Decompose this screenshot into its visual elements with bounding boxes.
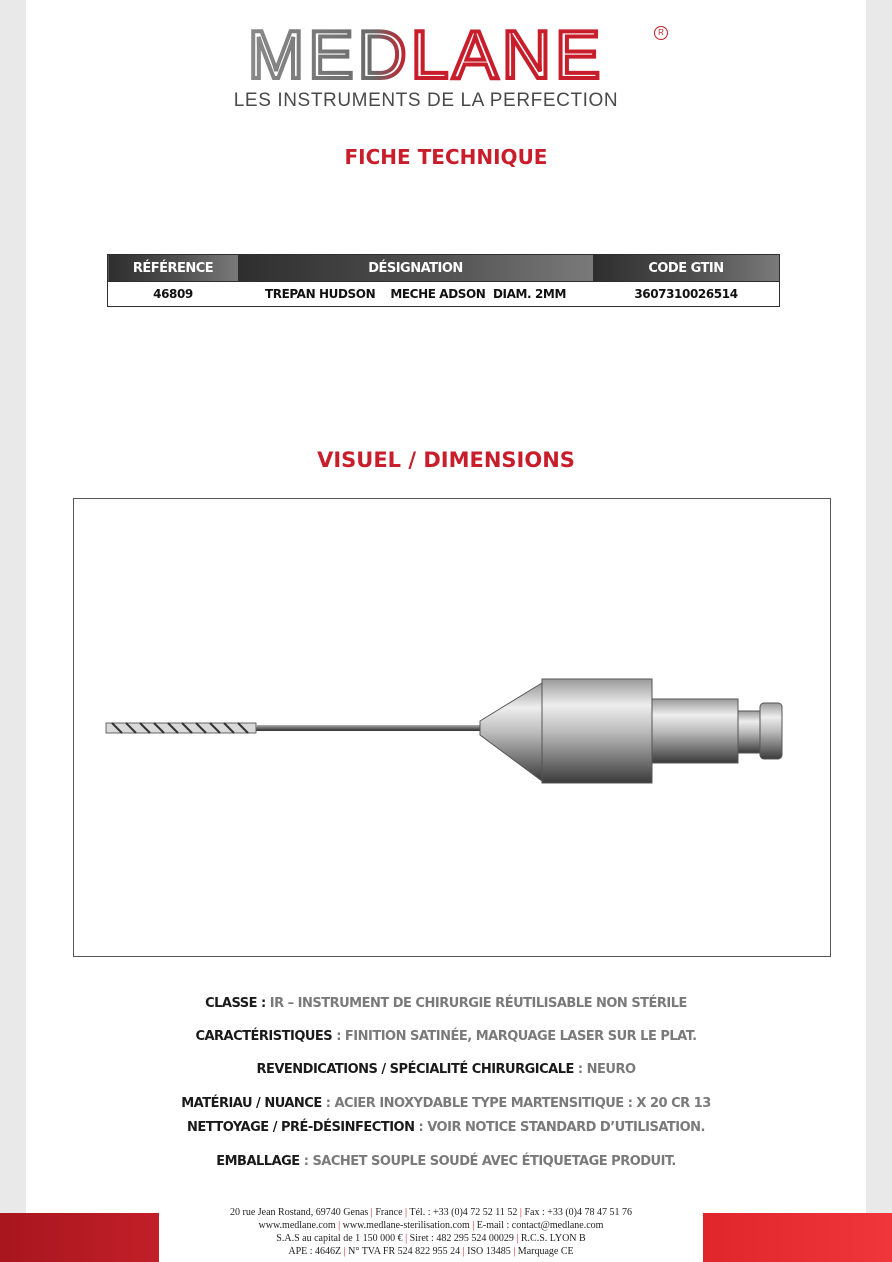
header-designation: DÉSIGNATION bbox=[238, 255, 593, 282]
footer-bar-left bbox=[0, 1213, 159, 1262]
footer-line-address: 20 rue Jean Rostand, 69740 Genas | France | Tél. : +33 (0)4 72 52 11 52 | Fax : +33 (0)4 78 47 51 76 bbox=[229, 1207, 633, 1218]
visuel-dimensions-title: VISUEL / DIMENSIONS bbox=[317, 448, 575, 472]
header-reference: RÉFÉRENCE bbox=[108, 255, 239, 282]
drill-shaft bbox=[256, 725, 482, 731]
footer-line-web: www.medlane.com | www.medlane-sterilisation.com | E-mail : contact@medlane.com bbox=[258, 1220, 604, 1231]
spec-materiau: MATÉRIAU / NUANCE : ACIER INOXYDABLE TYPE MARTENSITIQUE : X 20 CR 13 bbox=[181, 1096, 711, 1111]
drill-body bbox=[542, 679, 652, 783]
medlane-logo bbox=[196, 18, 676, 118]
svg-text:MEDLANE: MEDLANE bbox=[247, 18, 605, 88]
footer-contact bbox=[160, 1206, 702, 1258]
reference-table bbox=[107, 254, 780, 307]
brand-tagline: LES INSTRUMENTS DE LA PERFECTION bbox=[233, 90, 619, 111]
spec-nettoyage: NETTOYAGE / PRÉ-DÉSINFECTION : VOIR NOTICE STANDARD D’UTILISATION. bbox=[187, 1120, 705, 1135]
trepan-drill-image bbox=[74, 499, 830, 956]
cell-gtin: 3607310026514 bbox=[593, 282, 780, 307]
spec-classe: CLASSE : IR – INSTRUMENT DE CHIRURGIE RÉUTILISABLE NON STÉRILE bbox=[205, 996, 687, 1011]
fiche-technique-title: FICHE TECHNIQUE bbox=[344, 145, 548, 169]
table-row bbox=[108, 282, 780, 307]
drill-neck bbox=[652, 699, 738, 763]
footer-line-company: S.A.S au capital de 1 150 000 € | Siret : 482 295 524 00029 | R.C.S. LYON B bbox=[276, 1233, 586, 1244]
drill-tip bbox=[106, 723, 256, 733]
cell-designation: TREPAN HUDSON MECHE ADSON DIAM. 2MM bbox=[238, 282, 593, 307]
website-link[interactable]: www.medlane.com bbox=[258, 1220, 336, 1231]
sterilisation-website-link[interactable]: www.medlane-sterilisation.com bbox=[342, 1220, 470, 1231]
email-link[interactable]: E-mail : contact@medlane.com bbox=[476, 1220, 604, 1231]
reference-table-header bbox=[108, 255, 780, 282]
registered-mark: R bbox=[654, 26, 668, 40]
footer-bar-right bbox=[703, 1213, 892, 1262]
spec-emballage: EMBALLAGE : SACHET SOUPLE SOUDÉ AVEC ÉTIQUETAGE PRODUIT. bbox=[216, 1154, 676, 1169]
spec-caracteristiques: CARACTÉRISTIQUES : FINITION SATINÉE, MARQUAGE LASER SUR LE PLAT. bbox=[195, 1029, 697, 1044]
spec-specialite: REVENDICATIONS / SPÉCIALITÉ CHIRURGICALE : NEURO bbox=[256, 1062, 636, 1077]
drill-cone bbox=[480, 683, 542, 781]
header-gtin: CODE GTIN bbox=[593, 255, 780, 282]
cell-reference: 46809 bbox=[108, 282, 239, 307]
product-image-frame bbox=[73, 498, 831, 957]
logo-wordmark bbox=[196, 18, 656, 88]
footer-line-legal: APE : 4646Z | N° TVA FR 524 822 955 24 | ISO 13485 | Marquage CE bbox=[288, 1246, 574, 1257]
